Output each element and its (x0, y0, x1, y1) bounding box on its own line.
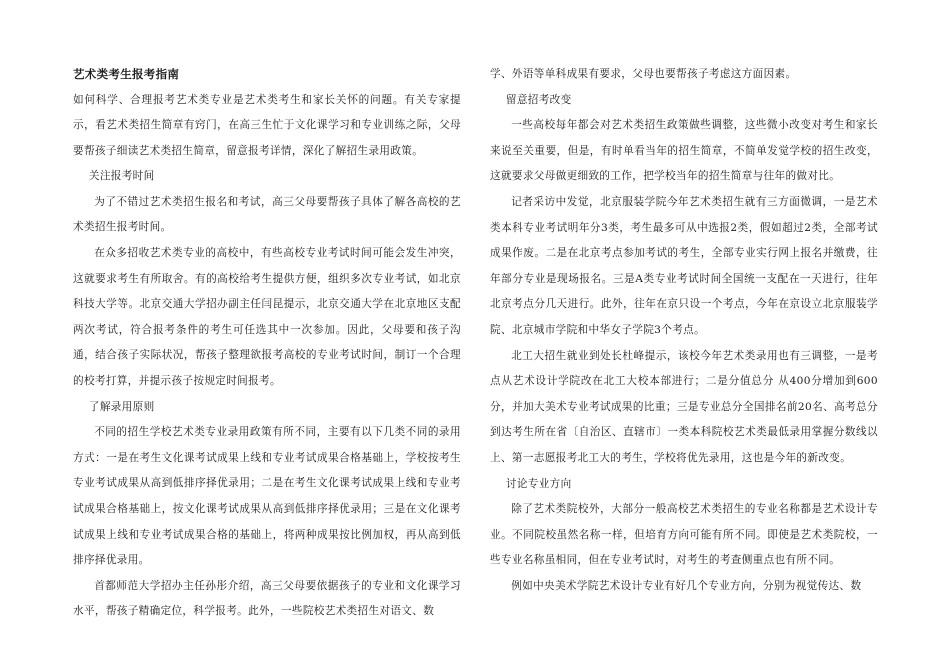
left-column (73, 62, 461, 625)
paragraph: 首都师范大学招办主任孙彤介绍，高三父母要依据孩子的专业和文化课学习水平，帮孩子精确定位，科学报考。此外，一些院校艺术类招生对语文、数 (73, 579, 461, 618)
intro-paragraph: 如何科学、合理报考艺术类专业是艺术类考生和家长关怀的问题。有关专家提示，看艺术类招生简章有窍门，在高三生忙于文化课学习和专业训练之际，父母要帮孩子细读艺术类招生简章，留意报考详情，深化了解招生录用政策。 (73, 93, 461, 157)
paragraph: 在众多招收艺术类专业的高校中，有些高校专业考试时间可能会发生冲突，这就要求考生有所取舍。有的高校给考生提供方便，组织多次专业考试，如北京科技大学等。北京交通大学招办副主任闫昆提示，北京交通大学在北京地区支配两次考试，符合报考条件的考生可任选其中一次参加。因此，父母要和孩子沟通，结合孩子实际状况，帮孩子整理欲报考高校的专业考试时间，制订一个合理的校考打算，并提示孩子按规定时间报考。 (73, 247, 461, 388)
continued-paragraph: 学、外语等单科成果有要求，父母也要帮孩子考虑这方面因素。 (490, 68, 797, 80)
section-heading-direction: 讨论专业方向 (505, 477, 572, 490)
right-column (490, 62, 878, 599)
paragraph: 记者采访中发觉，北京服装学院今年艺术类招生就有三方面微调，一是艺术类本科专业考试明年分3类，考生最多可从中选报2类，假如超过2类，全部考试成果作废。二是在北京考点参加考试的考生，全部专业实行网上报名并缴费，往年部分专业是现场报名。三是A类专业考试时间全国统一支配在一天进行，往年北京考点分几天进行。此外，往年在京只设一个考点，今年在京设立北京服装学院、北京城市学院和中华女子学院3个考点。 (490, 195, 878, 336)
section-heading-time: 关注报考时间 (88, 170, 155, 183)
paragraph: 北工大招生就业到处长杜峰提示，该校今年艺术类录用也有三调整，一是考点从艺术设计学院改在北工大校本部进行；二是分值总分 从400分增加到600分，并加大美术专业考试成果的比重；三是专业总分全国排名前20名、高考总分到达考生所在省〔自治区、直辖市〕一类本科院校艺术类最低录用掌握分数线以上、第一志愿报考北工大的考生，学校将优先录用，这也是今年的新改变。 (490, 349, 878, 464)
paragraph: 除了艺术类院校外，大部分一般高校艺术类招生的专业名称都是艺术设计专业。不同院校虽然名称一样，但培育方向可能有所不同。即使是艺术类院校，一些专业名称虽相同，但在专业考试时，对考生的考查侧重点也有所不同。 (490, 503, 878, 567)
paragraph: 例如中央美术学院艺术设计专业有好几个专业方向，分别为视觉传达、数 (511, 579, 862, 592)
paragraph: 一些高校每年都会对艺术类招生政策做些调整，这些微小改变对考生和家长来说至关重要，但是，有时单看当年的招生简章，不简单发觉学校的招生改变，这就要求父母做更细致的工作，把学校当年的招生简章与往年的做对比。 (490, 119, 878, 183)
section-heading-changes: 留意招考改变 (505, 93, 572, 106)
document-title: 艺术类考生报考指南 (73, 67, 180, 81)
paragraph: 为了不错过艺术类招生报名和考试，高三父母要帮孩子具体了解各高校的艺术类招生报考时间。 (73, 195, 461, 234)
section-heading-admission: 了解录用原则 (88, 400, 155, 413)
paragraph: 不同的招生学校艺术类专业录用政策有所不同，主要有以下几类不同的录用方式：一是在考生文化课考试成果上线和专业考试成果合格基础上，学校按考生专业考试成果从高到低排序择优录用；二是在考生文化课考试成果上线和专业考试成果合格基础上，按文化课考试成果从高到低排序择优录用；三是在文化课考试成果上线和专业考试成果合格的基础上，将两种成果按比例加权，再从高到低排序择优录用。 (73, 426, 461, 567)
